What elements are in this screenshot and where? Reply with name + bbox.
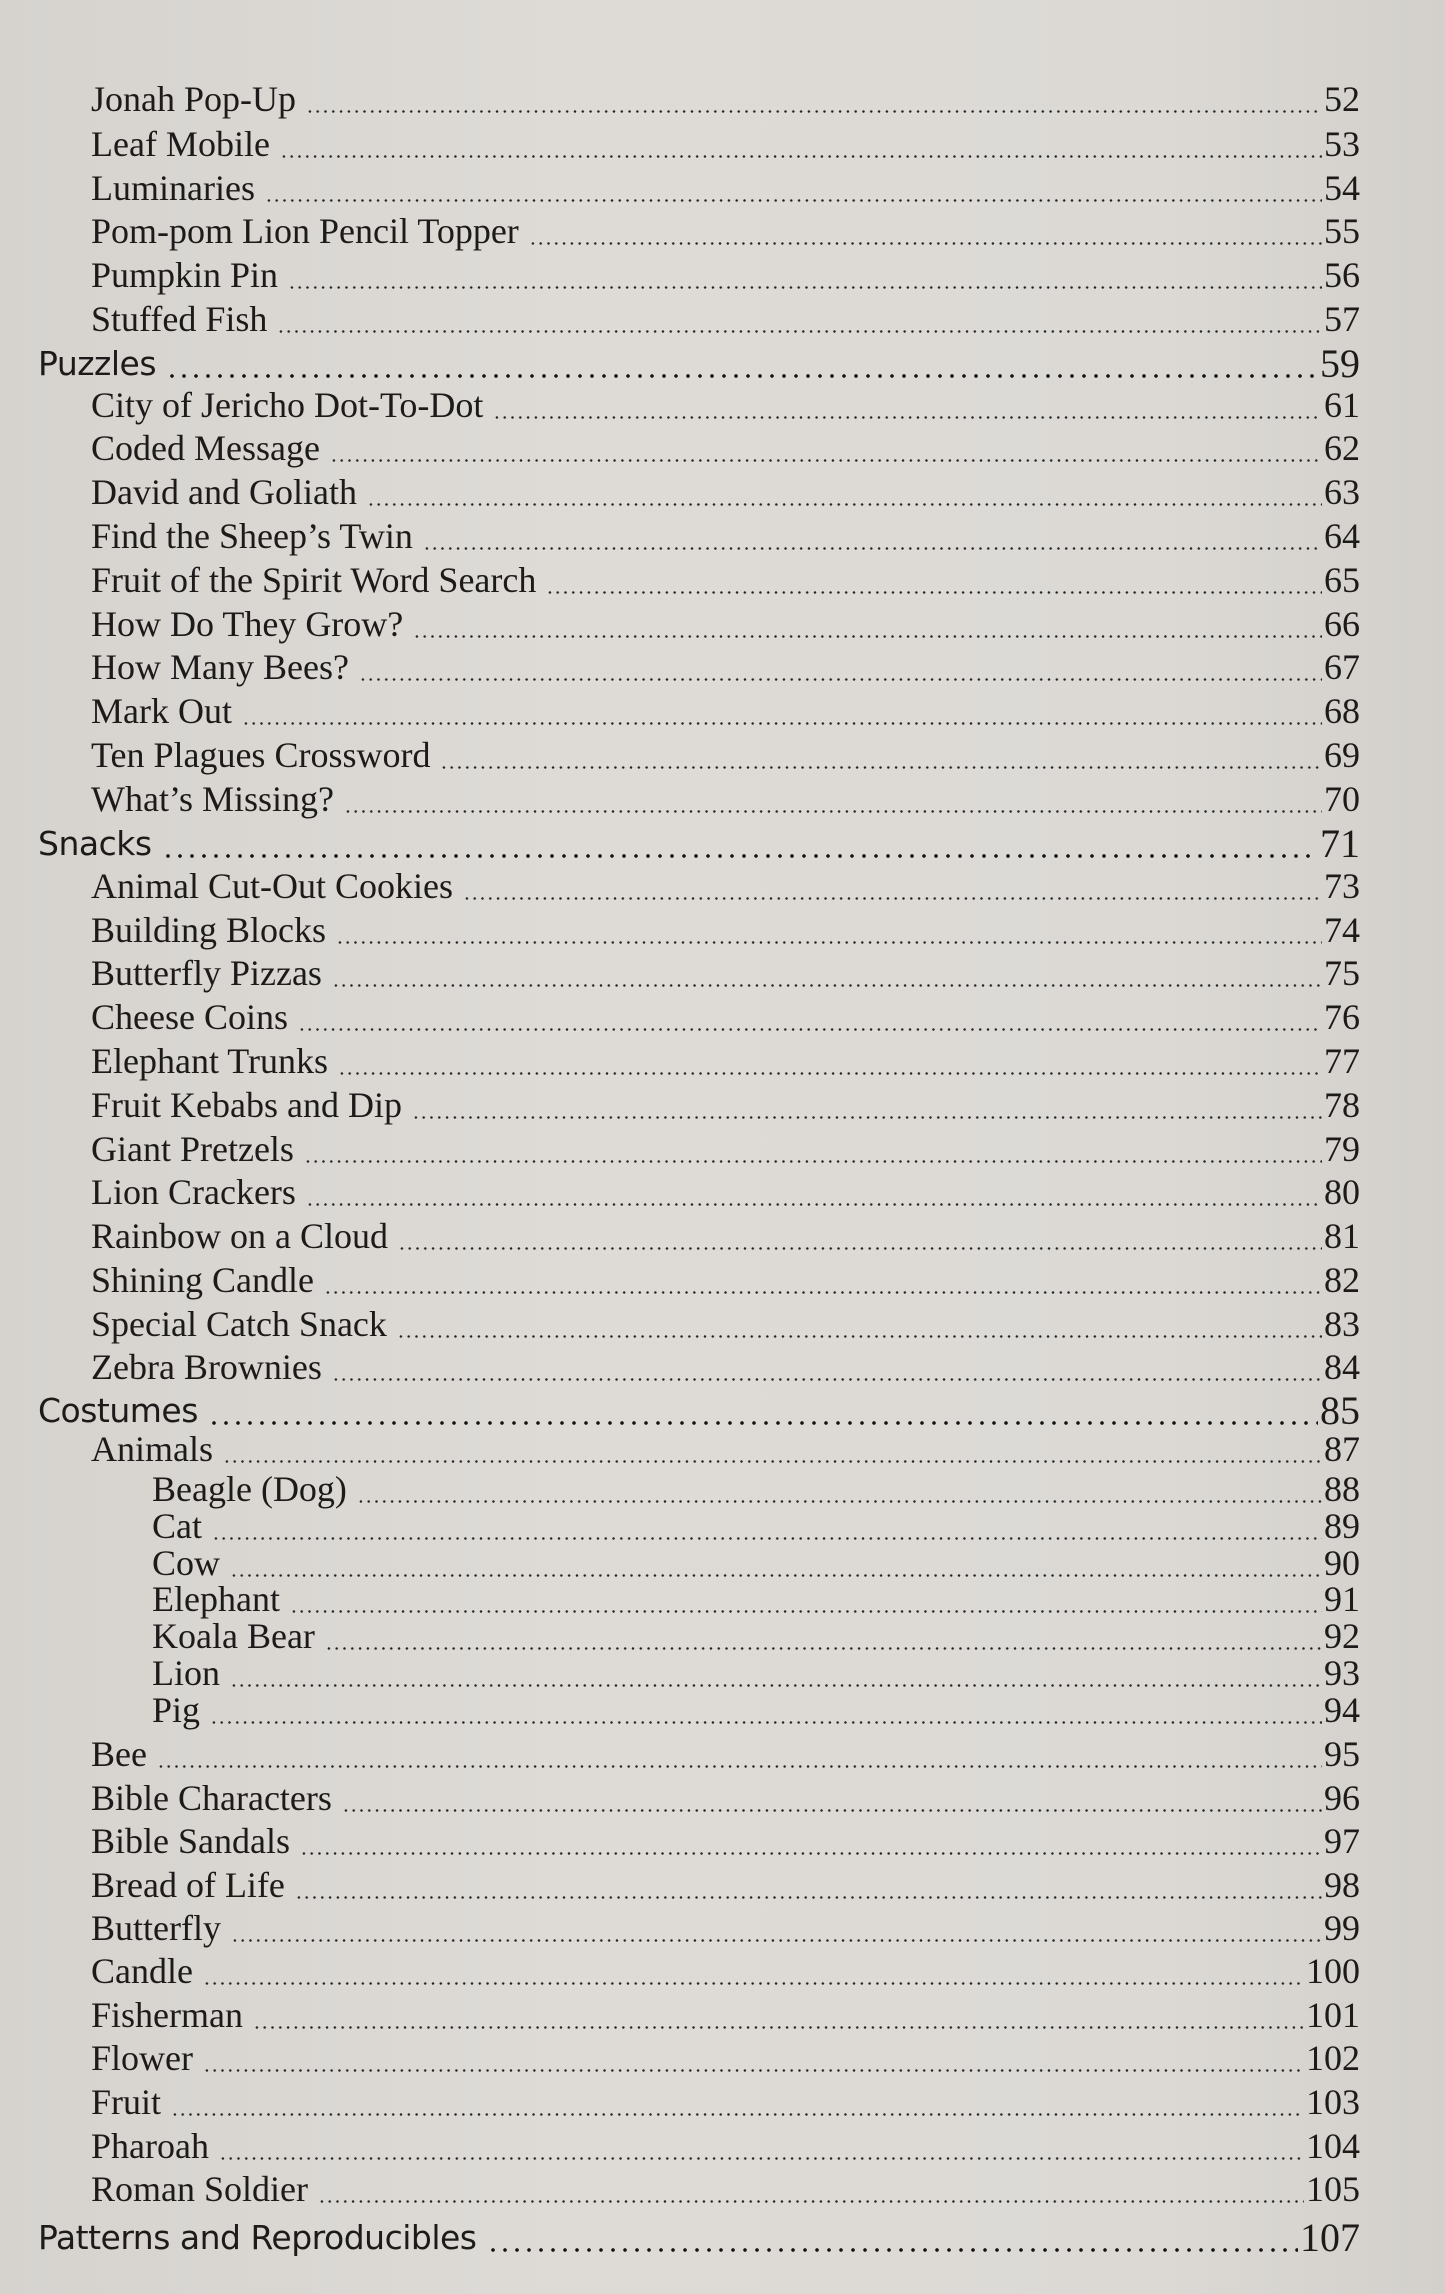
toc-page-number: 54 bbox=[1324, 168, 1360, 208]
toc-page-number: 99 bbox=[1324, 1908, 1360, 1948]
toc-page-number: 61 bbox=[1324, 385, 1360, 425]
dot-leader bbox=[324, 1291, 1322, 1294]
toc-page-number: 85 bbox=[1320, 1388, 1360, 1433]
dot-leader bbox=[306, 1203, 1322, 1206]
dot-leader bbox=[212, 1537, 1322, 1540]
toc-entry-title: David and Goliath bbox=[91, 472, 357, 512]
toc-entry-title: Candle bbox=[91, 1951, 193, 1991]
dot-leader bbox=[330, 459, 1322, 462]
toc-page-number: 104 bbox=[1306, 2126, 1360, 2166]
dot-leader bbox=[277, 330, 1322, 333]
toc-page-number: 101 bbox=[1306, 1995, 1360, 2035]
toc-page-number: 87 bbox=[1324, 1429, 1360, 1469]
toc-page-number: 73 bbox=[1324, 866, 1360, 906]
dot-leader bbox=[295, 1896, 1322, 1899]
toc-entry-title: Butterfly bbox=[91, 1908, 221, 1948]
toc-entry-title: Shining Candle bbox=[91, 1260, 314, 1300]
toc-page-number: 77 bbox=[1324, 1041, 1360, 1081]
toc-page-number: 81 bbox=[1324, 1216, 1360, 1256]
toc-page-number: 92 bbox=[1324, 1616, 1360, 1656]
toc-section-heading bbox=[0, 821, 1445, 870]
toc-page-number: 83 bbox=[1324, 1304, 1360, 1344]
dot-leader bbox=[231, 1939, 1322, 1942]
toc-entry-title: Fruit bbox=[91, 2082, 162, 2122]
toc-entry bbox=[0, 2084, 1445, 2128]
toc-entry bbox=[0, 1349, 1445, 1393]
toc-entry-title: Bible Sandals bbox=[91, 1821, 290, 1861]
dot-leader bbox=[318, 2200, 1304, 2203]
toc-page-number: 107 bbox=[1300, 2215, 1360, 2260]
toc-entry bbox=[0, 693, 1445, 737]
toc-entry-title: How Do They Grow? bbox=[91, 604, 404, 644]
toc-entry bbox=[0, 1043, 1445, 1087]
dot-leader bbox=[342, 1809, 1322, 1812]
dot-leader bbox=[290, 1610, 1322, 1613]
toc-page-number: 63 bbox=[1324, 472, 1360, 512]
toc-entry-title: Pumpkin Pin bbox=[91, 255, 279, 295]
dot-leader bbox=[413, 635, 1322, 638]
toc-entry bbox=[0, 649, 1445, 693]
dot-leader bbox=[265, 199, 1322, 202]
toc-entry bbox=[0, 912, 1445, 956]
toc-entry bbox=[0, 1780, 1445, 1824]
dot-leader bbox=[203, 1982, 1304, 1985]
dot-leader bbox=[171, 2113, 1304, 2116]
toc-entry-title: Building Blocks bbox=[91, 910, 327, 950]
toc-page-number: 89 bbox=[1324, 1506, 1360, 1546]
toc-entry bbox=[0, 474, 1445, 518]
toc-page-number: 82 bbox=[1324, 1260, 1360, 1300]
toc-page-number: 88 bbox=[1324, 1469, 1360, 1509]
dot-leader bbox=[230, 1684, 1322, 1687]
toc-entry-title: Zebra Brownies bbox=[91, 1347, 322, 1387]
toc-entry-title: Bee bbox=[91, 1734, 147, 1774]
toc-entry-title: Pom-pom Lion Pencil Topper bbox=[91, 211, 519, 251]
dot-leader bbox=[162, 854, 1318, 858]
toc-entry-title: Coded Message bbox=[91, 428, 320, 468]
dot-leader bbox=[230, 1574, 1322, 1577]
toc-entry-title: Rainbow on a Cloud bbox=[91, 1216, 388, 1256]
toc-entry bbox=[0, 562, 1445, 606]
dot-leader bbox=[242, 722, 1322, 725]
toc-page-number: 53 bbox=[1324, 124, 1360, 164]
toc-entry-title: Ten Plagues Crossword bbox=[91, 735, 431, 775]
toc-page-number: 79 bbox=[1324, 1129, 1360, 1169]
toc-entry-title: Lion Crackers bbox=[91, 1172, 296, 1212]
toc-entry bbox=[0, 518, 1445, 562]
toc-entry-title: Find the Sheep’s Twin bbox=[91, 516, 413, 556]
toc-page-number: 94 bbox=[1324, 1690, 1360, 1730]
toc-entry-title: City of Jericho Dot-To-Dot bbox=[91, 385, 484, 425]
toc-entry-title: Giant Pretzels bbox=[91, 1129, 294, 1169]
dot-leader bbox=[529, 242, 1322, 245]
toc-entry-title: Costumes bbox=[38, 1391, 198, 1430]
dot-leader bbox=[423, 547, 1322, 550]
dot-leader bbox=[463, 897, 1322, 900]
toc-page-number: 67 bbox=[1324, 647, 1360, 687]
dot-leader bbox=[157, 1765, 1322, 1768]
toc-page-number: 96 bbox=[1324, 1778, 1360, 1818]
toc-entry-title: What’s Missing? bbox=[91, 779, 334, 819]
toc-entry-title: Cat bbox=[152, 1506, 202, 1546]
toc-page-number: 97 bbox=[1324, 1821, 1360, 1861]
toc-entry bbox=[0, 1174, 1445, 1218]
toc-page-number: 95 bbox=[1324, 1734, 1360, 1774]
toc-entry bbox=[0, 387, 1445, 431]
dot-leader bbox=[359, 678, 1322, 681]
toc-page-number: 105 bbox=[1306, 2169, 1360, 2209]
dot-leader bbox=[440, 766, 1322, 769]
dot-leader bbox=[203, 2069, 1304, 2072]
toc-entry-title: Fruit Kebabs and Dip bbox=[91, 1085, 402, 1125]
dot-leader bbox=[253, 2026, 1304, 2029]
toc-entry bbox=[0, 1262, 1445, 1306]
toc-page-number: 78 bbox=[1324, 1085, 1360, 1125]
toc-entry-title: Patterns and Reproducibles bbox=[38, 2218, 477, 2257]
toc-entry bbox=[0, 1910, 1445, 1954]
toc-entry-title: Fruit of the Spirit Word Search bbox=[91, 560, 537, 600]
toc-entry-title: Special Catch Snack bbox=[91, 1304, 387, 1344]
toc-page-number: 100 bbox=[1306, 1951, 1360, 1991]
toc-page-number: 93 bbox=[1324, 1653, 1360, 1693]
toc-page-number: 90 bbox=[1324, 1543, 1360, 1583]
dot-leader bbox=[223, 1460, 1322, 1463]
dot-leader bbox=[208, 1421, 1318, 1425]
toc-entry-title: Luminaries bbox=[91, 168, 255, 208]
toc-page-number: 68 bbox=[1324, 691, 1360, 731]
dot-leader bbox=[357, 1500, 1322, 1503]
toc-entry bbox=[0, 999, 1445, 1043]
toc-entry-title: Bible Characters bbox=[91, 1778, 332, 1818]
toc-entry bbox=[0, 81, 1445, 125]
toc-entry-title: Stuffed Fish bbox=[91, 299, 268, 339]
toc-entry bbox=[0, 1997, 1445, 2041]
toc-entry bbox=[0, 737, 1445, 781]
toc-section-heading bbox=[0, 341, 1445, 390]
toc-entry bbox=[0, 257, 1445, 301]
toc-entry bbox=[0, 213, 1445, 257]
dot-leader bbox=[336, 941, 1322, 944]
toc-entry-title: Animals bbox=[91, 1429, 213, 1469]
dot-leader bbox=[280, 155, 1322, 158]
dot-leader bbox=[304, 1160, 1322, 1163]
toc-entry bbox=[0, 430, 1445, 474]
toc-page-number: 57 bbox=[1324, 299, 1360, 339]
toc-entry-title: Elephant bbox=[152, 1579, 280, 1619]
dot-leader bbox=[546, 591, 1322, 594]
dot-leader bbox=[288, 286, 1322, 289]
dot-leader bbox=[219, 2157, 1304, 2160]
dot-leader bbox=[300, 1852, 1322, 1855]
toc-entry-title: Butterfly Pizzas bbox=[91, 953, 322, 993]
dot-leader bbox=[487, 2248, 1298, 2252]
toc-entry-title: Fisherman bbox=[91, 1995, 243, 2035]
toc-entry-title: Animal Cut-Out Cookies bbox=[91, 866, 453, 906]
toc-page-number: 70 bbox=[1324, 779, 1360, 819]
toc-entry bbox=[0, 1692, 1445, 1736]
toc-entry bbox=[0, 606, 1445, 650]
toc-entry bbox=[0, 1867, 1445, 1911]
dot-leader bbox=[493, 416, 1322, 419]
toc-entry bbox=[0, 2128, 1445, 2172]
dot-leader bbox=[344, 810, 1322, 813]
dot-leader bbox=[332, 984, 1322, 987]
toc-entry-title: Jonah Pop-Up bbox=[91, 79, 296, 119]
dot-leader bbox=[397, 1335, 1322, 1338]
toc-page-number: 62 bbox=[1324, 428, 1360, 468]
toc-page-number: 76 bbox=[1324, 997, 1360, 1037]
toc-entry-title: Cheese Coins bbox=[91, 997, 288, 1037]
toc-page-number: 102 bbox=[1306, 2038, 1360, 2078]
dot-leader bbox=[338, 1072, 1322, 1075]
toc-entry-title: Leaf Mobile bbox=[91, 124, 270, 164]
toc-entry-title: Pharoah bbox=[91, 2126, 209, 2166]
toc-page-number: 75 bbox=[1324, 953, 1360, 993]
toc-entry bbox=[0, 1953, 1445, 1997]
toc-entry-title: Koala Bear bbox=[152, 1616, 315, 1656]
toc-page-number: 91 bbox=[1324, 1579, 1360, 1619]
toc-entry bbox=[0, 1736, 1445, 1780]
toc-entry bbox=[0, 1087, 1445, 1131]
toc-entry-title: Pig bbox=[152, 1690, 201, 1730]
toc-entry bbox=[0, 2040, 1445, 2084]
toc-entry bbox=[0, 126, 1445, 170]
toc-page-number: 84 bbox=[1324, 1347, 1360, 1387]
toc-page-number: 59 bbox=[1320, 341, 1360, 386]
toc-entry-title: Flower bbox=[91, 2038, 193, 2078]
toc-entry bbox=[0, 1131, 1445, 1175]
toc-entry-title: Lion bbox=[152, 1653, 220, 1693]
dot-leader bbox=[332, 1378, 1322, 1381]
toc-page-number: 103 bbox=[1306, 2082, 1360, 2122]
toc-entry bbox=[0, 301, 1445, 345]
toc-page-number: 98 bbox=[1324, 1865, 1360, 1905]
toc-page-number: 71 bbox=[1320, 821, 1360, 866]
toc-entry-title: How Many Bees? bbox=[91, 647, 349, 687]
dot-leader bbox=[367, 503, 1322, 506]
toc-page-number: 69 bbox=[1324, 735, 1360, 775]
toc-page-number: 80 bbox=[1324, 1172, 1360, 1212]
dot-leader bbox=[398, 1247, 1322, 1250]
toc-entry-title: Snacks bbox=[38, 824, 152, 863]
toc-entry bbox=[0, 1218, 1445, 1262]
toc-page-number: 65 bbox=[1324, 560, 1360, 600]
dot-leader bbox=[166, 374, 1318, 378]
dot-leader bbox=[325, 1647, 1322, 1650]
toc-page-number: 56 bbox=[1324, 255, 1360, 295]
toc-entry-title: Cow bbox=[152, 1543, 221, 1583]
toc-entry bbox=[0, 1823, 1445, 1867]
toc-page-number: 74 bbox=[1324, 910, 1360, 950]
toc-entry bbox=[0, 955, 1445, 999]
dot-leader bbox=[306, 110, 1322, 113]
toc-entry bbox=[0, 1306, 1445, 1350]
toc-page-number: 55 bbox=[1324, 211, 1360, 251]
toc-entry bbox=[0, 781, 1445, 825]
toc-page-number: 52 bbox=[1324, 79, 1360, 119]
toc-entry bbox=[0, 170, 1445, 214]
toc-entry bbox=[0, 868, 1445, 912]
toc-entry-title: Puzzles bbox=[38, 344, 157, 383]
toc-entry-title: Roman Soldier bbox=[91, 2169, 308, 2209]
toc-entry bbox=[0, 2171, 1445, 2215]
toc-entry-title: Mark Out bbox=[91, 691, 232, 731]
dot-leader bbox=[412, 1116, 1322, 1119]
toc-entry-title: Elephant Trunks bbox=[91, 1041, 329, 1081]
dot-leader bbox=[210, 1721, 1322, 1724]
toc-entry-title: Beagle (Dog) bbox=[152, 1469, 347, 1509]
toc-page-number: 66 bbox=[1324, 604, 1360, 644]
dot-leader bbox=[298, 1028, 1322, 1031]
toc-entry-title: Bread of Life bbox=[91, 1865, 285, 1905]
toc-section-heading bbox=[0, 2215, 1445, 2264]
toc-page-number: 64 bbox=[1324, 516, 1360, 556]
